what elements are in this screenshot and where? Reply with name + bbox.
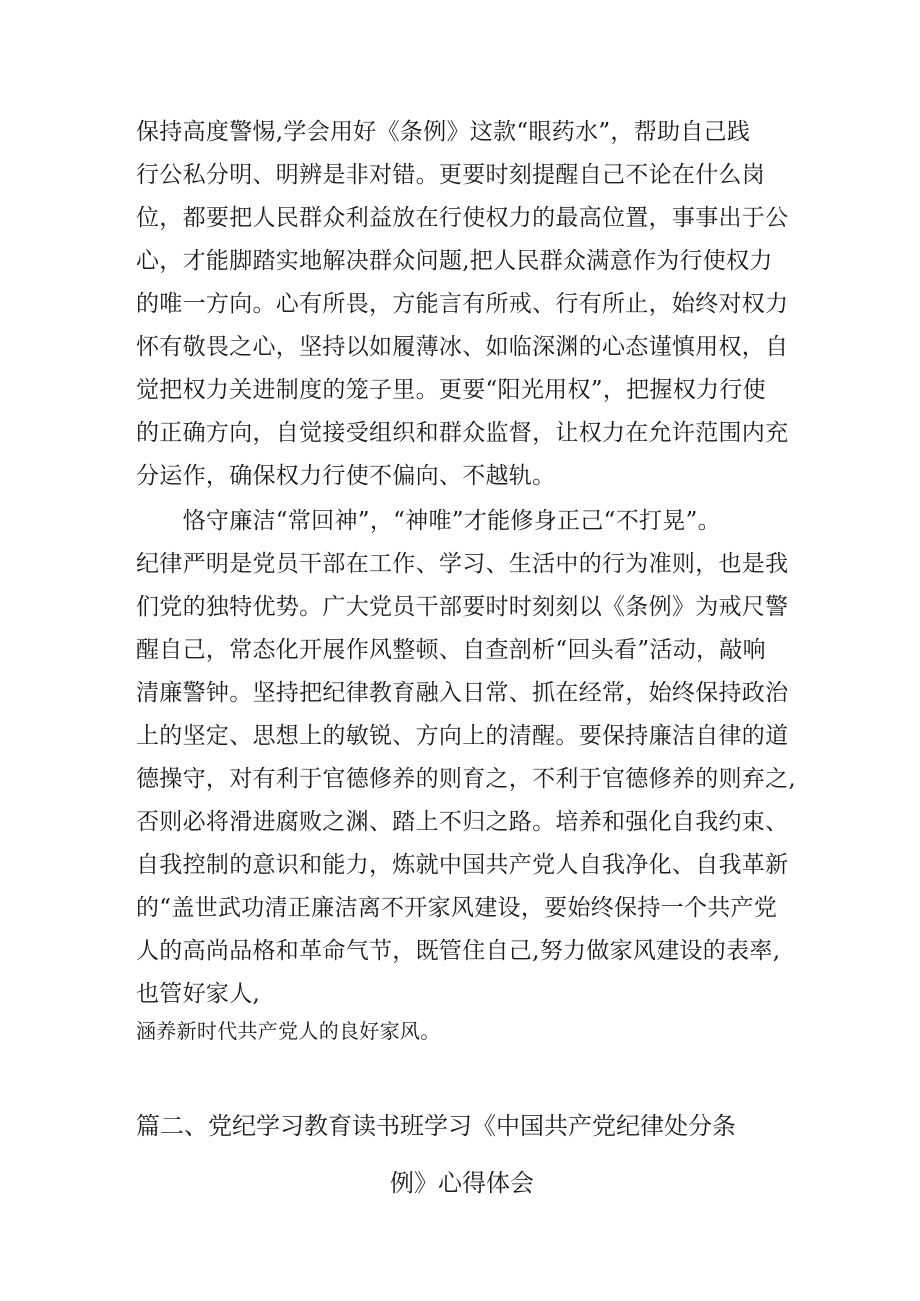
text-line: 觉把权力关进制度的笼子里。更要“阳光用权”，把握权力行使 bbox=[136, 377, 766, 403]
text-line: 位，都要把人民群众利益放在行使权力的最高位置，事事出于公 bbox=[136, 205, 789, 231]
text-line: 的唯一方向。心有所畏，方能言有所戒、行有所止，始终对权力 bbox=[136, 291, 789, 317]
heading-line-2: 例》心得体会 bbox=[390, 1169, 534, 1197]
text-line: 的正确方向，自觉接受组织和群众监督，让权力在允许范围内充 bbox=[136, 420, 789, 446]
text-line: 自我控制的意识和能力，炼就中国共产党人自我净化、自我革新 bbox=[136, 852, 789, 878]
text-line: 纪律严明是党员干部在工作、学习、生活中的行为准则，也是我 bbox=[136, 551, 789, 577]
text-line: 心，才能脚踏实地解决群众问题,把人民群众满意作为行使权力 bbox=[136, 248, 773, 274]
heading-line-1: 篇二、党纪学习教育读书班学习《中国共产党纪律处分条 bbox=[136, 1112, 736, 1140]
text-line: 的“盖世武功清正廉洁离不开家风建设，要始终保持一个共产党 bbox=[136, 895, 778, 921]
paragraph-family-style: 涵养新时代共产党人的良好家风。 bbox=[136, 1019, 441, 1043]
text-line: 恪守廉洁“常回神”，“神唯”才能修身正己“不打晃”。 bbox=[136, 508, 721, 534]
text-line: 保持高度警惕,学会用好《条例》这款“眼药水”，帮助自己践 bbox=[136, 119, 751, 145]
text-line: 怀有敬畏之心，坚持以如履薄冰、如临深渊的心态谨慎用权，自 bbox=[136, 334, 789, 360]
text-line: 行公私分明、明辨是非对错。更要时刻提醒自己不论在什么岗 bbox=[136, 162, 766, 188]
text-line: 也管好家人, bbox=[136, 981, 261, 1007]
text-line: 们党的独特优势。广大党员干部要时时刻刻以《条例》为戒尺警 bbox=[136, 594, 789, 620]
text-line: 否则必将滑进腐败之渊、踏上不归之路。培养和强化自我约束、 bbox=[136, 809, 789, 835]
text-line: 分运作，确保权力行使不偏向、不越轨。 bbox=[136, 463, 556, 489]
text-line: 清廉警钟。坚持把纪律教育融入日常、抓在经常，始终保持政治 bbox=[136, 680, 789, 706]
text-line: 人的高尚品格和革命气节，既管住自己,努力做家风建设的表率, bbox=[136, 938, 781, 964]
text-line: 德操守，对有利于官德修养的则育之，不利于官德修养的则弃之, bbox=[136, 766, 797, 792]
text-line: 醒自己，常态化开展作风整顿、自查剖析“回头看”活动，敲响 bbox=[136, 637, 766, 663]
text-line: 上的坚定、思想上的敏锐、方向上的清醒。要保持廉洁自律的道 bbox=[136, 723, 789, 749]
